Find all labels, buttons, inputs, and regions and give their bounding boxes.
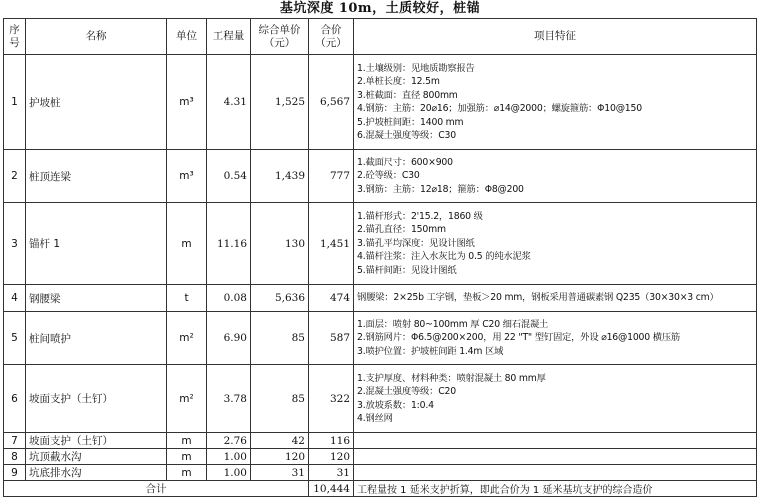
row-qty: 2.76 [207,433,251,449]
row-seq: 3 [4,203,26,285]
feature-line: 5.护坡桩间距：1400 mm [357,116,464,128]
row-total: 587 [309,312,354,365]
table-row [4,465,757,481]
row-features [354,433,757,449]
row-qty: 3.78 [207,365,251,433]
feature-line: 2.钢筋网片：Φ6.5@200×200，用 22 "T" 型钉固定，外设 ⌀16@1000 横压筋 [357,332,681,344]
row-features [354,365,757,433]
row-qty: 11.16 [207,203,251,285]
row-total: 1,451 [309,203,354,285]
feature-line: 2.单桩长度：12.5m [357,76,440,87]
header-total: 合价（元） [309,19,354,55]
feature-line: 1.土壤级别：见地质勘察报告 [357,62,475,74]
row-name: 桩间喷护 [26,312,167,365]
feature-line: 1.面层：喷射 80~100mm 厚 C20 细石混凝土 [357,318,549,330]
feature-line: 1.截面尺寸：600×900 [357,156,453,168]
table-row [4,449,757,465]
row-qty: 6.90 [207,312,251,365]
row-total: 31 [309,465,354,481]
row-name: 坑顶截水沟 [26,449,167,465]
row-features [354,203,757,285]
grand-total: 10,444 [309,481,354,497]
feature-line: 2.锚孔直径：150mm [357,224,446,236]
row-features [354,150,757,203]
feature-line: 4.钢丝网 [357,413,393,424]
table-row [4,312,757,365]
feature-line: 钢腰梁：2×25b 工字钢，垫板＞20 mm，钢板采用普通碳素钢 Q235（30×30×3 cm） [357,292,719,304]
feature-line: 2.砼等级：C30 [357,170,420,182]
header-unit-price: 综合单价（元） [251,19,309,55]
row-seq: 5 [4,312,26,365]
row-seq: 8 [4,449,26,465]
feature-line: 6.混凝土强度等级：C30 [357,130,456,141]
row-seq: 2 [4,150,26,203]
row-name: 坑底排水沟 [26,465,167,481]
row-unit: m² [167,365,207,433]
row-unit-price: 31 [251,465,309,481]
feature-line: 3.喷护位置：护坡桩间距 1.4m 区域 [357,345,504,357]
row-unit: m³ [167,150,207,203]
row-name: 锚杆 1 [26,203,167,285]
total-label: 合计 [4,481,309,497]
header-features: 项目特征 [354,19,757,55]
table-row [4,365,757,433]
cost-table [3,18,757,497]
row-unit-price: 1,439 [251,150,309,203]
header-qty: 工程量 [207,19,251,55]
row-seq: 1 [4,55,26,150]
header-seq: 序号 [4,19,26,55]
header-row [4,19,757,55]
row-name: 坡面支护（土钉） [26,433,167,449]
row-seq: 7 [4,433,26,449]
feature-line: 2.混凝土强度等级：C20 [357,386,456,397]
row-name: 桩顶连梁 [26,150,167,203]
row-unit: m [167,203,207,285]
feature-line: 4.钢筋：主筋：20⌀16；加强筋：⌀14@2000；螺旋箍筋：Φ10@150 [357,103,642,114]
feature-line: 3.锚孔平均深度：见设计图纸 [357,237,475,249]
row-unit-price: 120 [251,449,309,465]
feature-line: 3.放坡系数：1:0.4 [357,399,434,411]
row-unit: m² [167,312,207,365]
row-name: 护坡桩 [26,55,167,150]
row-features [354,449,757,465]
feature-line: 3.桩截面：直径 800mm [357,89,458,101]
header-unit: 单位 [167,19,207,55]
row-name: 坡面支护（土钉） [26,365,167,433]
row-total: 322 [309,365,354,433]
table-row [4,433,757,449]
feature-line: 1.锚杆形式：2'15.2，1860 级 [357,210,483,222]
row-total: 120 [309,449,354,465]
row-total: 777 [309,150,354,203]
row-unit: t [167,285,207,312]
row-qty: 0.54 [207,150,251,203]
row-features [354,465,757,481]
feature-line: 3.钢筋：主筋：12⌀18；箍筋：Φ8@200 [357,183,524,195]
row-name: 钢腰梁 [26,285,167,312]
table-title: 基坑深度 10m，土质较好，桩锚 [279,1,481,16]
table-row [4,203,757,285]
row-seq: 6 [4,365,26,433]
feature-line: 1.支护厚度、材料种类：喷射混凝土 80 mm厚 [357,372,546,384]
table-row [4,55,757,150]
table-row [4,285,757,312]
row-unit-price: 85 [251,365,309,433]
total-row [4,481,757,497]
feature-line: 4.锚杆注浆：注入水灰比为 0.5 的纯水泥浆 [357,251,531,263]
row-unit: m³ [167,55,207,150]
row-unit-price: 1,525 [251,55,309,150]
row-features [354,285,757,312]
row-total: 116 [309,433,354,449]
row-unit: m [167,433,207,449]
row-qty: 0.08 [207,285,251,312]
row-seq: 9 [4,465,26,481]
table-row [4,150,757,203]
row-total: 474 [309,285,354,312]
row-qty: 1.00 [207,465,251,481]
row-qty: 1.00 [207,449,251,465]
row-unit: m [167,449,207,465]
row-unit: m [167,465,207,481]
row-unit-price: 5,636 [251,285,309,312]
row-seq: 4 [4,285,26,312]
row-features [354,55,757,150]
row-unit-price: 130 [251,203,309,285]
total-note: 工程量按 1 延米支护折算，即此合价为 1 延米基坑支护的综合造价 [354,481,757,497]
row-features [354,312,757,365]
row-unit-price: 85 [251,312,309,365]
header-name: 名称 [26,19,167,55]
feature-line: 5.锚杆间距：见设计图纸 [357,264,457,276]
row-qty: 4.31 [207,55,251,150]
row-unit-price: 42 [251,433,309,449]
row-total: 6,567 [309,55,354,150]
